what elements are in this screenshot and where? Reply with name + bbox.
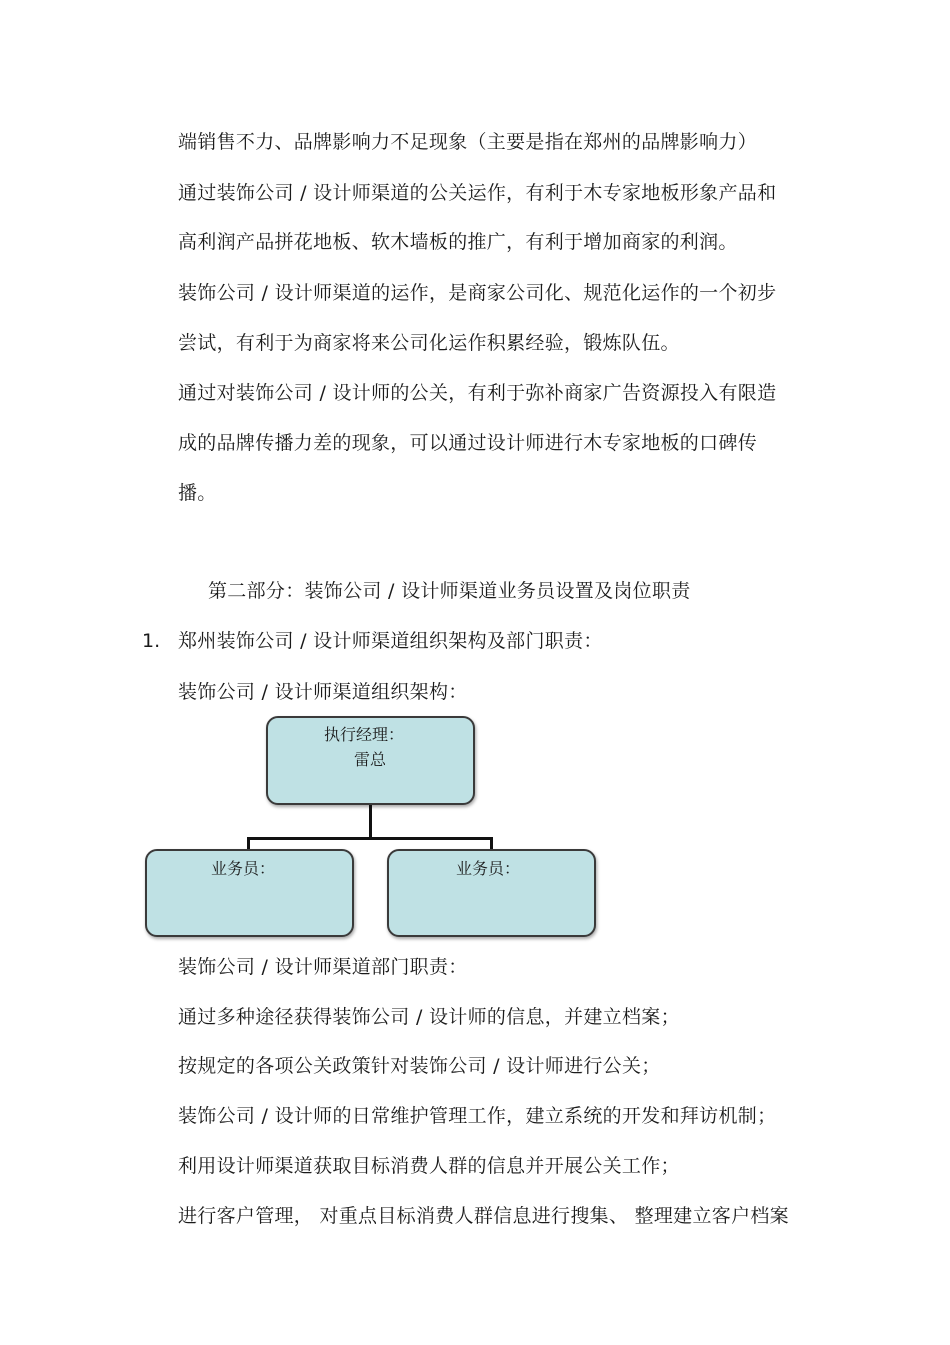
duty-line: 通过多种途径获得装饰公司 / 设计师的信息，并建立档案； [178,1006,680,1028]
body-line: 装饰公司 / 设计师渠道的运作，是商家公司化、规范化运作的一个初步 [178,282,777,304]
org-box-salesperson-left [145,849,354,937]
list-item-text: 郑州装饰公司 / 设计师渠道组织架构及部门职责： [178,630,603,652]
duty-line: 进行客户管理， 对重点目标消费人群信息进行搜集、 整理建立客户档案 [178,1205,789,1227]
body-line: 端销售不力、品牌影响力不足现象（主要是指在郑州的品牌影响力） [178,131,758,153]
org-chart-label: 装饰公司 / 设计师渠道组织架构： [178,681,468,703]
body-line: 成的品牌传播力差的现象，可以通过设计师进行木专家地板的口碑传 [178,432,758,454]
org-box-title: 业务员： [211,859,276,878]
org-connector-vertical [369,805,372,838]
body-line: 高利润产品拼花地板、软木墙板的推广，有利于增加商家的利润。 [178,231,738,253]
duties-label: 装饰公司 / 设计师渠道部门职责： [178,956,468,978]
org-connector-horizontal [247,837,493,840]
duty-line: 装饰公司 / 设计师的日常维护管理工作，建立系统的开发和拜访机制； [178,1105,777,1127]
org-box-title: 业务员： [456,859,521,878]
body-line: 通过装饰公司 / 设计师渠道的公关运作，有利于木专家地板形象产品和 [178,182,777,204]
org-box-name: 雷总 [354,750,387,769]
body-line: 尝试，有利于为商家将来公司化运作积累经验，锻炼队伍。 [178,332,680,354]
duty-line: 利用设计师渠道获取目标消费人群的信息并开展公关工作； [178,1155,680,1177]
org-box-title: 执行经理： [324,725,405,744]
org-box-salesperson-right [387,849,596,937]
list-number: 1. [142,630,161,652]
section-heading: 第二部分：装饰公司 / 设计师渠道业务员设置及岗位职责 [208,580,691,602]
body-line: 播。 [178,482,217,504]
org-box-executive-manager [266,716,475,805]
body-line: 通过对装饰公司 / 设计师的公关，有利于弥补商家广告资源投入有限造 [178,382,777,404]
duty-line: 按规定的各项公关政策针对装饰公司 / 设计师进行公关； [178,1055,661,1077]
